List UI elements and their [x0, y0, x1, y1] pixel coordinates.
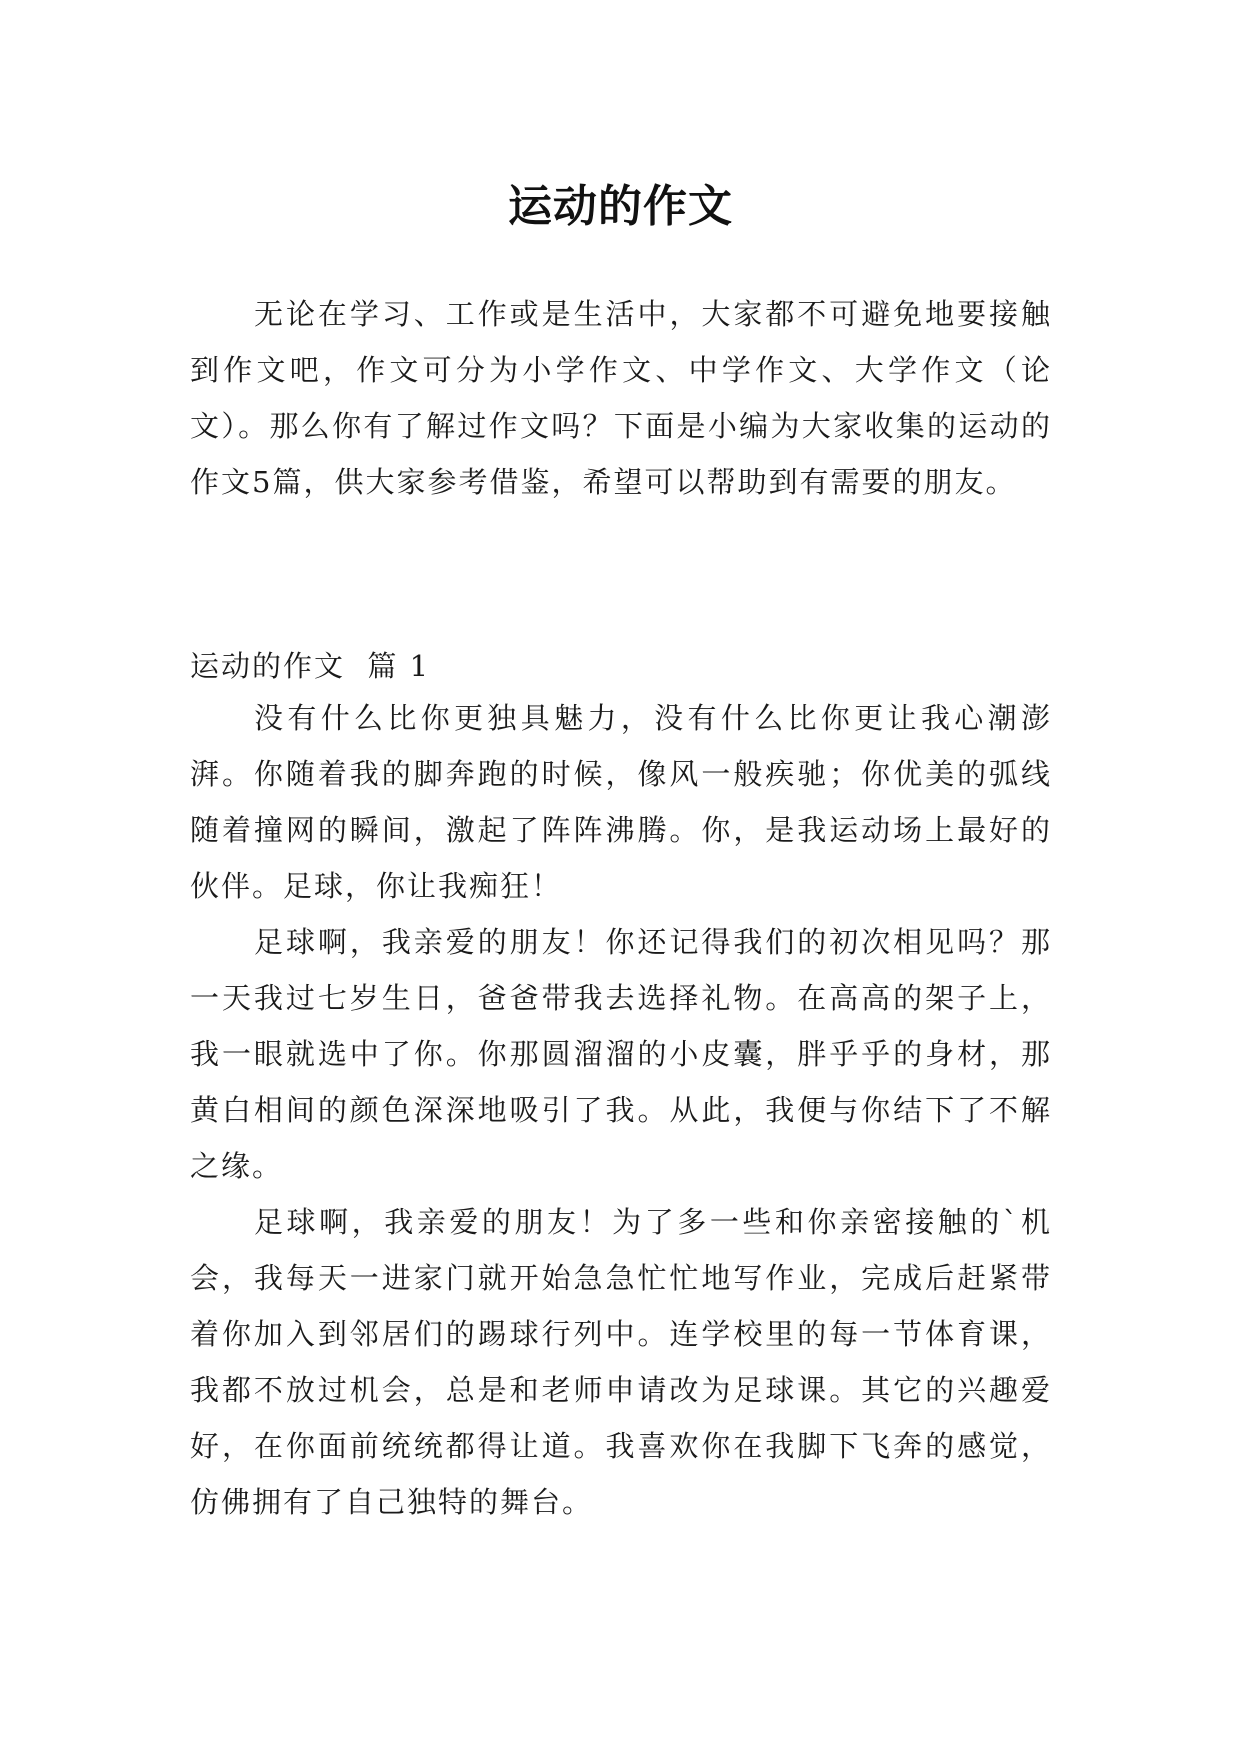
intro-paragraph: 无论在学习、工作或是生活中，大家都不可避免地要接触到作文吧，作文可分为小学作文、中学作文、大学作文（论文）。那么你有了解过作文吗？下面是小编为大家收集的运动的作文5篇，供大家参考借鉴，希望可以帮助到有需要的朋友。 — [190, 297, 1052, 499]
intro-section — [190, 286, 1052, 510]
essay-paragraph-2: 足球啊，我亲爱的朋友！你还记得我们的初次相见吗？那一天我过七岁生日，爸爸带我去选择礼物。在高高的架子上，我一眼就选中了你。你那圆溜溜的小皮囊，胖乎乎的身材，那黄白相间的颜色深深地吸引了我。从此，我便与你结下了不解之缘。 — [190, 925, 1052, 1183]
document-title: 运动的作文 — [508, 181, 733, 233]
section-heading: 运动的作文 篇 1 — [190, 649, 431, 683]
essay-body — [190, 690, 1052, 1530]
essay-paragraph-3: 足球啊，我亲爱的朋友！为了多一些和你亲密接触的`机会，我每天一进家门就开始急急忙忙地写作业，完成后赶紧带着你加入到邻居们的踢球行列中。连学校里的每一节体育课，我都不放过机会，总是和老师申请改为足球课。其它的兴趣爱好，在你面前统统都得让道。我喜欢你在我脚下飞奔的感觉，仿佛拥有了自己独特的舞台。 — [190, 1205, 1052, 1519]
essay-paragraph-1: 没有什么比你更独具魅力，没有什么比你更让我心潮澎湃。你随着我的脚奔跑的时候，像风一般疾驰；你优美的弧线随着撞网的瞬间，激起了阵阵沸腾。你，是我运动场上最好的伙伴。足球，你让我痴狂！ — [190, 701, 1052, 903]
